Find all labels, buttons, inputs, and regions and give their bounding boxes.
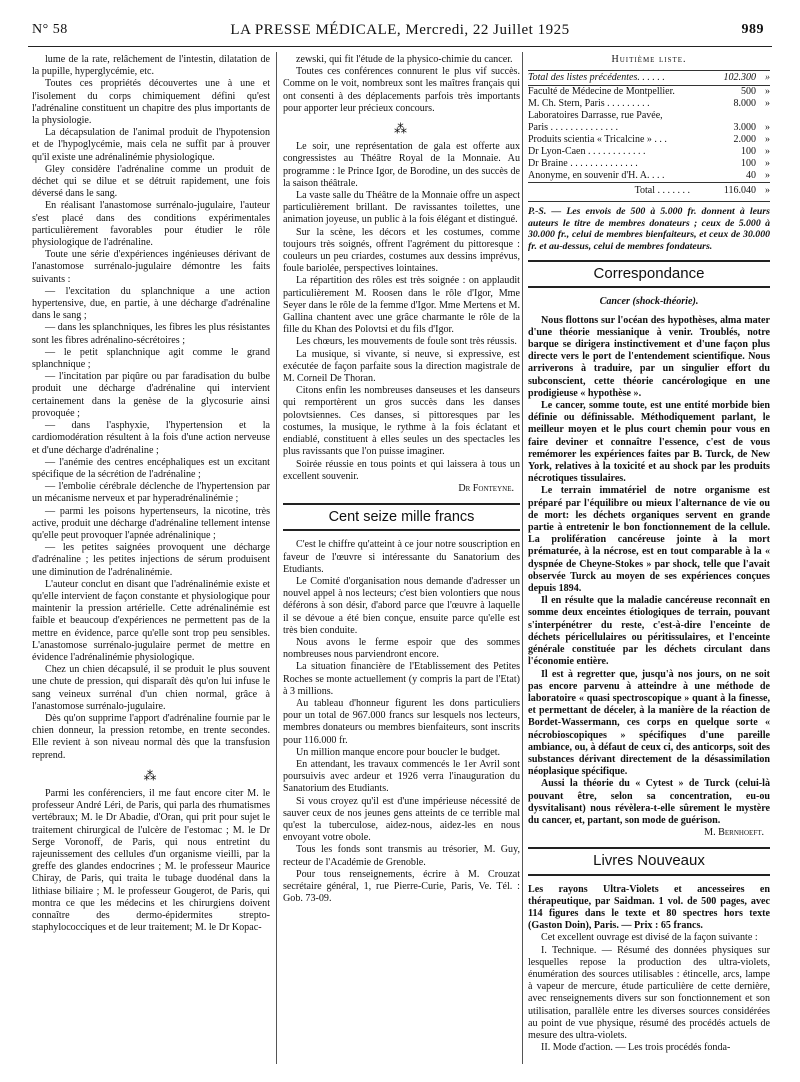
section-stars: ⁂ — [143, 767, 159, 783]
paragraph: — parmi les poisons hypertenseurs, la nicotine, très active, produit une décharge d'adrénaline tellement intense qu'elle peut provoquer l'apnée adrénalinique ; — [32, 505, 270, 541]
subscription-table — [528, 70, 770, 197]
subscription-total-row: Total . . . . . . . 116.040 » — [528, 183, 770, 198]
paragraph: Citons enfin les nombreuses danseuses et les danseurs qui remportèrent un gros succès dans les danses polovtsiennes. Ces danses, si pittoresques par les costumes, la musique, le rythme à la fois éclatant et endiablé, constituent à elles seules un des spectacles les plus ravissants que l'on puisse imaginer. — [283, 385, 520, 458]
paragraph: Nous avons le ferme espoir que des sommes nombreuses nous parviendront encore. — [283, 636, 520, 661]
article-signature: Dr Fonteyne. — [458, 482, 514, 494]
section-stars: ⁂ — [394, 121, 409, 137]
previous-total-amount: 102.300 — [696, 71, 756, 86]
paragraph: — les petites saignées provoquent une décharge d'adrénaline ; les petites injections de sérum produisent une diminution de l'adrénalinémie. — [32, 542, 270, 578]
section-title-correspondance: Correspondance — [528, 260, 770, 288]
paragraph: — l'incitation par piqûre ou par faradisation du bulbe produit une décharge d'adrénaline qui intervient certainement dans la genèse de la glycosurie ainsi provoquée ; — [32, 371, 270, 419]
subscription-row: Paris . . . . . . . . . . . . . . 3.000 » — [528, 122, 770, 134]
column-1 — [32, 54, 270, 934]
paragraph: Les chœurs, les mouvements de foule sont très réussis. — [296, 336, 517, 348]
paragraph: Aussi la théorie du « Cytest » de Turck (celui-là pouvant être, selon sa concentration, eu-ou dysvitalisant) nous révèlera-t-elle sûrement le mystère du cancer, et, partant, son mode de guérison. — [528, 778, 770, 826]
paragraph: Soirée réussie en tous points et qui laissera à tous un excellent souvenir. — [283, 458, 520, 482]
subscription-row: Dr Braine . . . . . . . . . . . . . . 100 » — [528, 158, 770, 170]
column-divider — [276, 52, 277, 1064]
paragraph: Le Comité d'organisation nous demande d'adresser un nouvel appel à nos lecteurs; c'est bien volontiers que nous déférons à son désir, d'abord parce que l'œuvre à laquelle il se dévoue a été bien conçue, ensuite parce qu'elle est très bien conduite. — [283, 575, 520, 636]
paragraph: Dès qu'on supprime l'apport d'adrénaline fournie par le chien donneur, la pression retombe, en trente secondes. Elle revient à son niveau normal dès que la transfusion reprend. — [32, 712, 270, 761]
book-reference: Les rayons Ultra-Violets et ancesseires en thérapeutique, par Saidman. 1 vol. de 500 pages, avec 114 figures dans le texte et 80 spectres hors texte (Gaston Doin), Paris. — Prix : 65 francs. — [528, 883, 770, 932]
page-header — [28, 22, 772, 42]
paragraph: — l'embolie cérébrale déclenche de l'hypertension par un mécanisme nerveux et par hyperadrénalinémie ; — [32, 481, 270, 505]
column-3 — [528, 54, 770, 1054]
journal-title: LA PRESSE MÉDICALE, Mercredi, 22 Juillet 1925 — [230, 22, 570, 38]
correspondance-signature: M. Bernhoeft. — [704, 827, 764, 839]
paragraph: La situation financière de l'Etablissement des Petites Roches se monte actuellement (y compris la part de l'Etat) à 3 millions. — [283, 661, 520, 697]
page-number: 989 — [741, 22, 764, 37]
paragraph: Gley considère l'adrénaline comme un produit de déchet qui se dilue et se détruit rapidement, une fois déversé dans le sang. — [32, 163, 270, 200]
paragraph: La musique, si vivante, si neuve, si expressive, est exécutée de façon parfaite sous la direction magistrale de M. Corneil De Thoran. — [283, 348, 520, 385]
paragraph: — le petit splanchnique agit comme le grand splanchnique ; — [32, 346, 270, 371]
paragraph: En réalisant l'anastomose surrénalo-jugulaire, l'auteur s'est placé dans des conditions expérimentales particulièrement favorables pour étudier le rôle physiologique de l'adrénaline. — [32, 200, 270, 249]
paragraph: Tous les fonds sont transmis au trésorier, M. Guy, recteur de l'Académie de Grenoble. — [283, 844, 520, 868]
section-title-subscription: Cent seize mille francs — [283, 503, 520, 531]
paragraph: Toutes ces conférences connurent le plus vif succès. Comme on le voit, nombreux sont les maîtres français qui ont consenti à des déplacements parfois très importants pour apporter leur précieux concours. — [283, 66, 520, 114]
paragraph: Le cancer, somme toute, est une entité morbide bien définie ou définissable. Méthodiquement parlant, le meilleur moyen et le plus court chemin pour vous en faire deviner et connaître l'essence, c'est de vous remémorer les expériences faites par B. Turck, de New York, relatives à la toxicité et au shock par les produits nécrotiques tissulaires. — [528, 400, 770, 485]
paragraph: — dans l'asphyxie, l'hypertension et la cardiomodération résultent à la fois d'une action nerveuse et d'une décharge d'adrénaline ; — [32, 420, 270, 456]
subscription-row: Produits scientia « Tricalcine » . . . 2.000 » — [528, 134, 770, 146]
paragraph: Le soir, une représentation de gala est offerte aux congressistes au Théâtre Royal de la Monnaie. Au programme : le Prince Igor, de Borodine, un des succès de la saison théâtrale. — [283, 141, 520, 189]
previous-total-row: Total des listes précédentes. . . . . . 102.300 » — [528, 71, 770, 86]
paragraph: Si vous croyez qu'il est d'une impérieuse nécessité de sauver ceux de nos jeunes gens atteints de ce terrible mal qu'est la tuberculose, aidez-nous, aidez-les en nous envoyant votre obole. — [283, 795, 520, 844]
paragraph: Toutes ces propriétés découvertes une à une et l'isolement du corps chimiquement défini qu'est l'adrénaline constituent un chapitre des plus importants de la physiologie. — [32, 78, 270, 127]
paragraph: lume de la rate, relâchement de l'intestin, dilatation de la pupille, hyperglycémie, etc. — [32, 54, 270, 78]
paragraph: II. Mode d'action. — Les trois procédés fonda- — [541, 1042, 731, 1054]
paragraph: Le terrain immatériel de notre organisme est préparé par l'équilibre ou mieux l'alternance de vie ou de mort: les déchets organiques servent en grande partie à entretenir le bon fonctionnement de la cellule. La prolifération cancéreuse jointe à la mort prématurée, à la nécrose, est en tout comparable à la « dyspnée de Cheyne-Stokes » par shock, telle que l'avait observée Turck au moyen de ses expériences conçues depuis 1894. — [528, 485, 770, 595]
paragraph: — l'excitation du splanchnique a une action hypertensive, due, en partie, à une décharge d'adrénaline dans le sang ; — [32, 285, 270, 322]
paragraph: — l'anémie des centres encéphaliques est un excitant spécifique de la sécrétion de l'adrénaline ; — [32, 456, 270, 480]
paragraph: C'est le chiffre qu'atteint à ce jour notre souscription en faveur de l'œuvre si intéressante du Sanatorium des Etudiants. — [283, 539, 520, 575]
paragraph: La décapsulation de l'animal produit de l'hypotension et de l'hypoglycémie, mais cela ne suffit par à prouver qu'il existe une adrénalinémie physiologique. — [32, 127, 270, 163]
column-divider — [522, 52, 523, 1064]
paragraph: Sur la scène, les décors et les costumes, comme toujours très soignés, offrent l'agrément du pittoresque : couleurs un peu criardes, costumes aux dessins imprévus, foule bariolée, perspectives lointaines. — [283, 226, 520, 275]
subscription-row: M. Ch. Stern, Paris . . . . . . . . . 8.000 » — [528, 98, 770, 110]
paragraph: Cet excellent ouvrage est divisé de la façon suivante : — [541, 932, 758, 944]
correspondance-subject: Cancer (shock-théorie). — [599, 296, 699, 308]
previous-total-label: Total des listes précédentes. . . . . . — [528, 71, 696, 86]
subscription-list-title: Huitième liste. — [611, 54, 687, 65]
subscription-row: Anonyme, en souvenir d'H. A. . . . 40 » — [528, 170, 770, 182]
column-2 — [283, 54, 520, 905]
paragraph: Au tableau d'honneur figurent les dons particuliers pour un total de 967.000 francs sur lesquels nos lecteurs, membres donateurs ou membres bienfaiteurs, sont inscrits pour 116.000 fr. — [283, 697, 520, 746]
postscript: P.-S. — Les envois de 500 à 5.000 fr. donnent à leurs auteurs le titre de membres donateurs ; ceux de 5.000 à 30.000 fr., celui de membres bienfaiteurs, et ceux de 30.000 fr. et au-dessus, celui de membres fondateurs. — [528, 206, 770, 252]
paragraph: En attendant, les travaux commencés le 1er Avril sont poursuivis avec ardeur et 1926 verra l'inauguration du Sanatorium des Etudiants. — [283, 758, 520, 795]
subscription-row: Laboratoires Darrasse, rue Pavée, — [528, 110, 663, 122]
paragraph: I. Technique. — Résumé des données physiques sur lesquelles repose la production des ultra-violets, énumération des sources utilisables : étincelle, arcs, lampe à vapeur de mercure, étude particulière de cette dernière, avec renseignements divers sur son fonctionnement et son utilisation, parallèle entre les diverses sources considérées au point de vue physique, résumé des procédés actuels de mesure des ultra-violets. — [528, 944, 770, 1041]
paragraph: La répartition des rôles est très soignée : on applaudit particulièrement M. Roosen dans le rôle d'Igor, Mme Seyer dans le rôle de la femme d'Igor. Mme Mertens et M. Gallina chantent avec une grâce charmante le rôle de la fille du Khan des Polovtsi et du fils d'Igor. — [283, 275, 520, 336]
paragraph: zewski, qui fit l'étude de la physico-chimie du cancer. — [296, 54, 513, 65]
paragraph: Pour tous renseignements, écrire à M. Crouzat secrétaire général, 1, rue Pierre-Curie, Paris, Ve. Tél. : Gob. 73-09. — [283, 868, 520, 905]
paragraph: Il est à regretter que, jusqu'à nos jours, on ne soit pas encore parvenu à atteindre à une méthode de laboratoire « quasi spectroscopique » quant à la finesse, et permettant de déceler, à la manière de la réaction de Bordet-Wassermann, ces corps en quelque sorte « nécrobioscopiques » spécifiques d'une pareille ambiance, ou, à défaut de ceux ci, des anticorps, soit des substances dérivant directement de la désassimilation néoplasique spécifique. — [528, 668, 770, 778]
paragraph: Nous flottons sur l'océan des hypothèses, alma mater d'une théorie messianique à venir. Troublés, notre barque se dirigera instinctivement et d'une façon plus directe vers le port de l'entendement scientifique. Nous arriverons à traduire, par un singulier effort du subconscient, cette théorie cancérologique en une prodigieuse « hypothèse ». — [528, 314, 770, 399]
section-title-books: Livres Nouveaux — [528, 847, 770, 875]
issue-number: N° 58 — [32, 22, 68, 37]
paragraph: Chez un chien décapsulé, il se produit le plus souvent une chute de pression, qui disparaît dès qu'on lui infuse le sang veineux surrénal d'un chien normal, grâce à l'anastomose surrénalo-jugulaire. — [32, 664, 270, 712]
paragraph: La vaste salle du Théâtre de la Monnaie offre un aspect particulièrement brillant. De ravissantes toilettes, une animation joyeuse, un public à la fois élégant et distingué. — [283, 190, 520, 226]
header-rule — [28, 46, 772, 47]
paragraph: Il en résulte que la maladie cancéreuse reconnaît en somme deux enceintes étiologiques de terrain, pouvant s'interpénétrer du reste, c'est-à-dire l'enceinte de déchets péricellulaires ou péritissulaires, et l'enceinte générale constituée par les déchets circulant dans l'économie entière. — [528, 595, 770, 668]
paragraph: L'auteur conclut en disant que l'adrénalinémie existe et qu'elle intervient de façon constante et physiologique pour maintenir la pression artérielle. Cette adrénalinémie est faible et beaucoup d'expériences ne permettent pas de la mettre en évidence, parce qu'elle sont trop peu sensibles. L'anastomose surrénalo-jugulaire permet de mettre en évidence l'adrénalinémie physiologique. — [32, 578, 270, 663]
paragraph: — dans les splanchniques, les fibres les plus résistantes sont les fibres adrénalino-sécrétoires ; — [32, 322, 270, 346]
paragraph: Toute une série d'expériences ingénieuses dérivant de l'anastomose surrénalo-jugulaire démontre les faits suivants : — [32, 249, 270, 285]
paragraph: Un million manque encore pour boucler le budget. — [296, 746, 501, 758]
subscription-row: Dr Lyon-Caen . . . . . . . . . . . . 100 » — [528, 146, 770, 158]
subscription-row: Faculté de Médecine de Montpellier. 500 » — [528, 86, 770, 98]
paragraph: Parmi les conférenciers, il me faut encore citer M. le professeur André Léri, de Paris, qui parla des rhumatismes vertébraux; M. le Dr Abadie, d'Oran, qui prit pour sujet le traitement chirurgical de l'ulcère de l'estomac ; M. le Dr Serge Voronoff, de Paris, qui nous entretint du rajeunissement des cellules d'un organisme vieilli, par la greffe des glandes endocrines ; M. le professeur Maurice Chiray, de Paris, qui traita le tubage duodénal dans la lithiase biliaire ; M. le professeur Gougerot, de Paris, qui montra ce que les médecins et les chirurgiens doivent connaître des dermo-épidermites strepto-staphylococciques et de leur traitement; M. le Dr Kopac- — [32, 787, 270, 934]
